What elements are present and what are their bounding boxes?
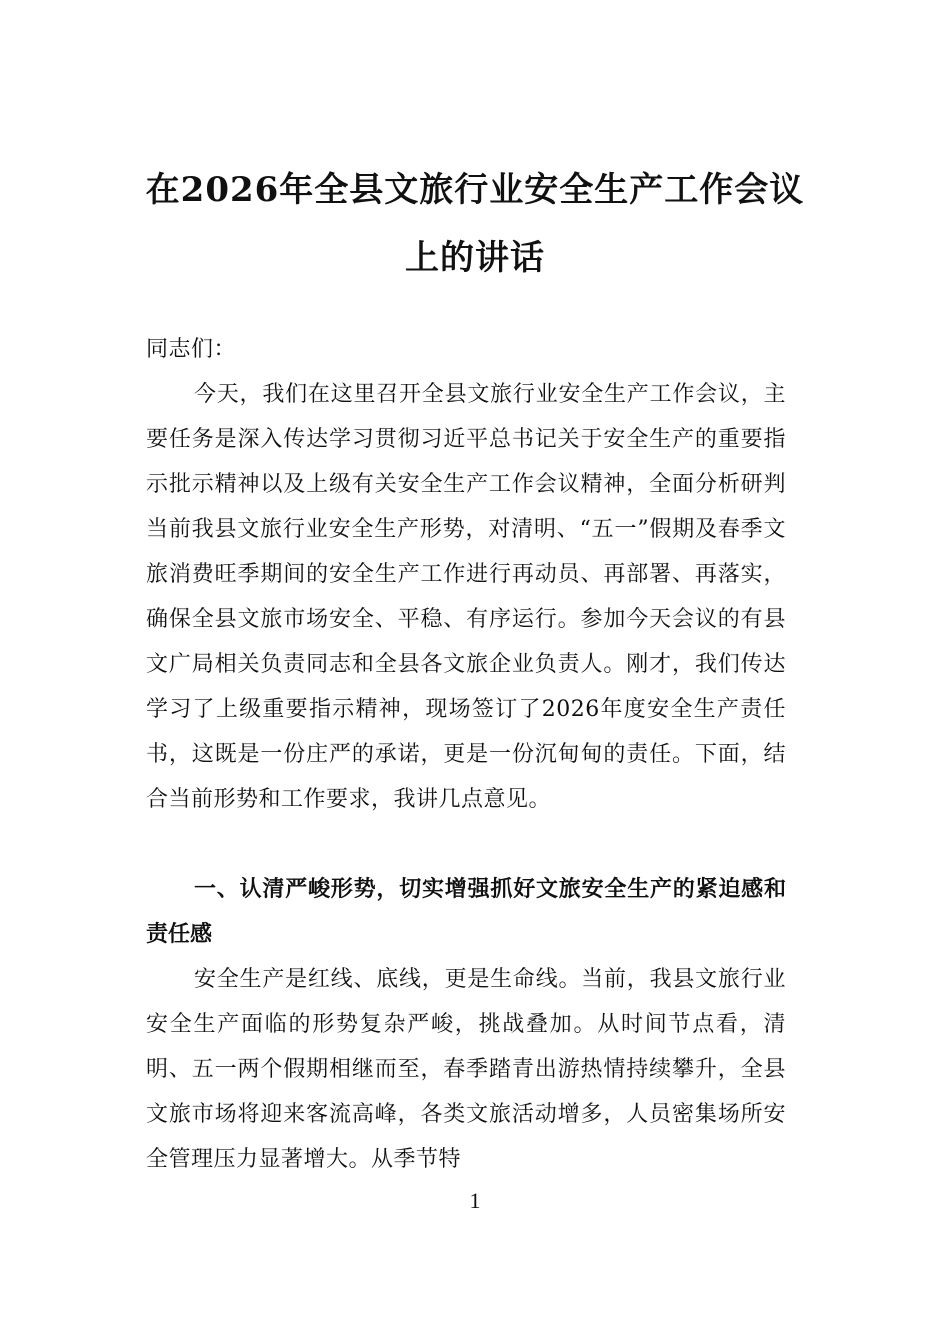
paragraph-intro: 今天，我们在这里召开全县文旅行业安全生产工作会议，主要任务是深入传达学习贯彻习近平总书记关于安全生产的重要指示批示精神以及上级有关安全生产工作会议精神，全面分析研判当前我县文旅行业安全生产形势，对清明、“五一”假期及春季文旅消费旺季期间的安全生产工作进行再动员、再部署、再落实，确保全县文旅市场安全、平稳、有序运行。参加今天会议的有县文广局相关负责同志和全县各文旅企业负责人。刚才，我们传达学习了上级重要指示精神，现场签订了2026年度安全生产责任书，这既是一份庄严的承诺，更是一份沉甸甸的责任。下面，结合当前形势和工作要求，我讲几点意见。 xyxy=(146,382,786,812)
document-title-line-2: 上的讲话 xyxy=(405,238,545,278)
salutation: 同志们： xyxy=(146,337,237,362)
page-number: 1 xyxy=(469,1188,481,1213)
document-title-line-1: 在2026年全县文旅行业安全生产工作会议 xyxy=(145,170,805,210)
paragraph-section-1: 安全生产是红线、底线，更是生命线。当前，我县文旅行业安全生产面临的形势复杂严峻，挑战叠加。从时间节点看，清明、五一两个假期相继而至，春季踏青出游热情持续攀升，全县文旅市场将迎来客流高峰，各类文旅活动增多，人员密集场所安全管理压力显著增大。从季节特 xyxy=(146,967,786,1172)
section-heading-1: 一、认清严峻形势，切实增强抓好文旅安全生产的紧迫感和责任感 xyxy=(146,877,786,947)
